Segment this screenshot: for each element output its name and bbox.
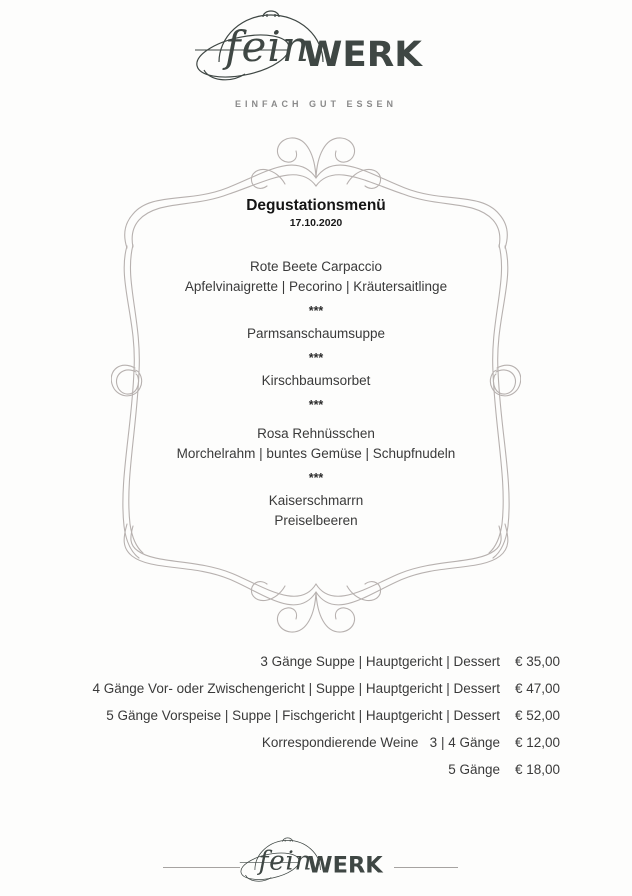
course-separator: *** [308,304,324,318]
course-line: Kirschbaumsorbet [261,373,371,388]
course-separator: *** [308,471,324,485]
price-row-label: Korrespondierende Weine 3 | 4 Gänge [261,735,500,750]
course-line: Rosa Rehnüsschen [257,426,375,441]
price-row [93,733,560,753]
course-line: Apfelvinaigrette | Pecorino | Kräutersaitlinge [184,279,448,294]
brand-name-script: fein [225,22,310,71]
price-row [93,760,560,780]
brand-name-script: fein [258,844,313,876]
course-separator: *** [308,398,324,412]
price-row-label: 3 Gänge Suppe | Hauptgericht | Dessert [260,654,500,669]
price-row [93,706,560,726]
price-row [93,679,560,699]
price-row-amount: € 52,00 [514,708,560,723]
price-row-label: 5 Gänge [448,762,500,777]
price-row-label: 4 Gänge Vor- oder Zwischengericht | Suppe | Hauptgericht | Dessert [92,681,500,696]
course-line: Kaiserschmarrn [268,493,364,508]
price-row [93,652,560,672]
price-row-amount: € 47,00 [514,681,560,696]
course-line: Preiselbeeren [274,513,358,528]
course-line: Parmsanschaumsuppe [246,326,386,341]
course-line: Rote Beete Carpaccio [249,259,383,274]
menu-date: 17.10.2020 [289,217,343,229]
brand-tagline: EINFACH GUT ESSEN [234,99,397,109]
brand-logo [191,8,441,92]
price-row-amount: € 18,00 [514,762,560,777]
price-list [93,652,560,787]
menu-title: Degustationsmenü [246,197,386,214]
brand-logo-footer [237,836,395,889]
price-row-amount: € 12,00 [514,735,560,750]
footer-divider-right [394,867,458,868]
brand-name-bold: WERK [303,35,422,75]
price-row-amount: € 35,00 [514,654,560,669]
price-row-label: 5 Gänge Vorspeise | Suppe | Fischgericht | Hauptgericht | Dessert [106,708,500,723]
course-separator: *** [308,351,324,365]
menu-body [0,197,632,531]
brand-name-bold: WERK [307,853,383,879]
course-line: Morchelrahm | buntes Gemüse | Schupfnudeln [176,446,456,461]
footer-divider-left [163,867,240,868]
